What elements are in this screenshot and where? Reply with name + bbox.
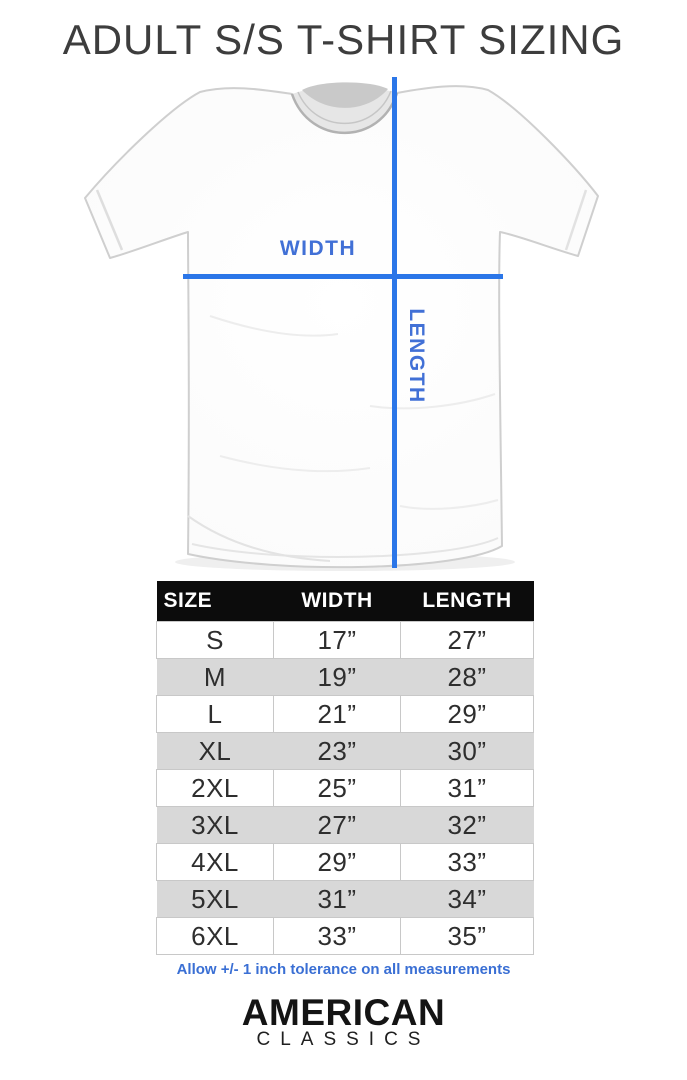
page-title: ADULT S/S T-SHIRT SIZING <box>62 16 625 63</box>
table-row <box>157 770 534 807</box>
length-cell: 33” <box>401 844 534 881</box>
length-cell: 34” <box>401 881 534 918</box>
size-cell: 3XL <box>157 807 274 844</box>
brand-name-secondary: CLASSICS <box>256 1029 431 1050</box>
tolerance-note: Allow +/- 1 inch tolerance on all measurements <box>176 961 511 978</box>
width-cell: 33” <box>274 918 401 955</box>
brand-name-primary: AMERICAN <box>241 992 446 1033</box>
length-cell: 27” <box>401 622 534 659</box>
length-cell: 29” <box>401 696 534 733</box>
table-row <box>157 733 534 770</box>
size-cell: 5XL <box>157 881 274 918</box>
width-cell: 21” <box>274 696 401 733</box>
size-table <box>156 581 534 955</box>
length-cell: 30” <box>401 733 534 770</box>
table-row <box>157 918 534 955</box>
width-cell: 25” <box>274 770 401 807</box>
length-cell: 28” <box>401 659 534 696</box>
width-label: WIDTH <box>279 237 357 260</box>
size-table-body <box>157 622 534 955</box>
table-row <box>157 696 534 733</box>
length-cell: 35” <box>401 918 534 955</box>
header-length: LENGTH <box>401 581 534 622</box>
tshirt-image <box>70 76 615 581</box>
width-measure-line <box>183 274 503 279</box>
tshirt-diagram <box>70 76 615 581</box>
length-cell: 31” <box>401 770 534 807</box>
size-cell: L <box>157 696 274 733</box>
length-label: LENGTH <box>405 308 428 404</box>
width-cell: 19” <box>274 659 401 696</box>
size-cell: 2XL <box>157 770 274 807</box>
length-cell: 32” <box>401 807 534 844</box>
width-cell: 31” <box>274 881 401 918</box>
header-row <box>157 581 534 622</box>
size-cell: 4XL <box>157 844 274 881</box>
table-row <box>157 807 534 844</box>
header-size: SIZE <box>157 581 274 622</box>
brand-logo <box>0 994 687 1050</box>
size-table-header <box>157 581 534 622</box>
length-measure-line <box>392 77 397 568</box>
header-width: WIDTH <box>274 581 401 622</box>
size-cell: 6XL <box>157 918 274 955</box>
size-cell: S <box>157 622 274 659</box>
width-cell: 27” <box>274 807 401 844</box>
width-cell: 23” <box>274 733 401 770</box>
width-cell: 17” <box>274 622 401 659</box>
width-cell: 29” <box>274 844 401 881</box>
table-row <box>157 881 534 918</box>
table-row <box>157 659 534 696</box>
size-cell: XL <box>157 733 274 770</box>
table-row <box>157 622 534 659</box>
size-cell: M <box>157 659 274 696</box>
table-row <box>157 844 534 881</box>
